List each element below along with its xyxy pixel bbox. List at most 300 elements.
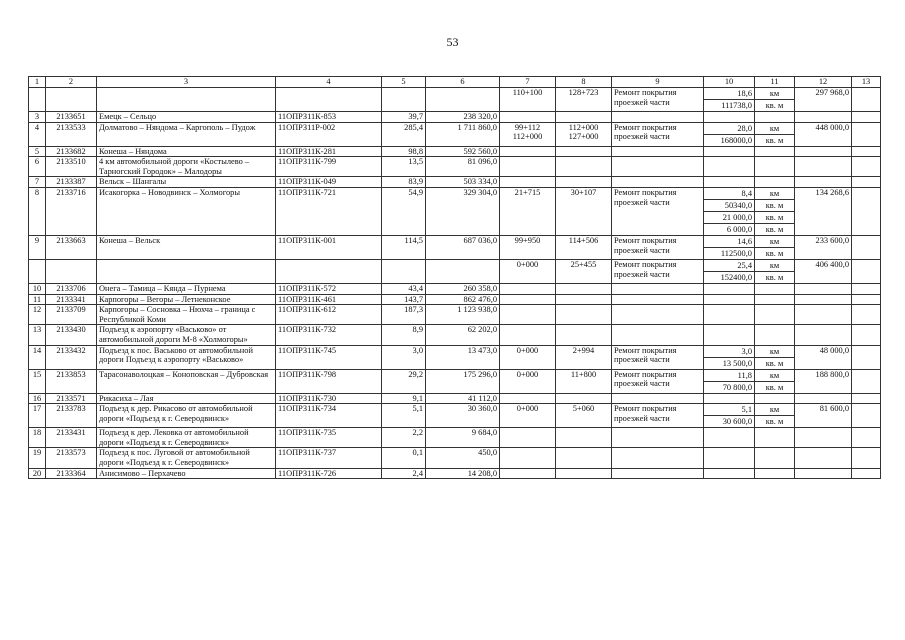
work-type xyxy=(612,283,704,294)
km-to xyxy=(556,122,612,146)
volume-value: 25,4 xyxy=(737,260,752,270)
unit-value: кв. м xyxy=(755,415,794,427)
km-from xyxy=(500,157,556,177)
km-to-value: 127+000 xyxy=(568,132,599,142)
road-name: Вельск – Шангалы xyxy=(97,177,276,188)
column-header: 1 xyxy=(29,77,46,88)
unit-value: км xyxy=(769,123,780,133)
unit-value: кв. м xyxy=(755,247,794,259)
repair-cost xyxy=(795,177,852,188)
table-row xyxy=(29,428,881,448)
km-from xyxy=(500,369,556,393)
row-number: 13 xyxy=(29,325,46,345)
road-code: 2133663 xyxy=(46,235,97,259)
road-length: 0,1 xyxy=(382,448,426,468)
maintenance-cost: 1 123 938,0 xyxy=(426,305,500,325)
road-name: Емецк – Сельцо xyxy=(97,112,276,123)
table-row xyxy=(29,294,881,305)
work-type xyxy=(612,428,704,448)
unit xyxy=(755,259,795,283)
unit xyxy=(755,146,795,157)
road-name: Карпогоры – Сосновка – Нюхча – граница с Республикой Коми xyxy=(97,305,276,325)
road-code xyxy=(46,259,97,283)
road-length: 114,5 xyxy=(382,235,426,259)
row-number: 11 xyxy=(29,294,46,305)
km-to xyxy=(556,468,612,479)
table-row xyxy=(29,305,881,325)
unit-value: кв. м xyxy=(755,223,794,235)
km-from-value: 21+715 xyxy=(514,187,541,197)
registration-number: 11ОПРЗ11К-001 xyxy=(276,235,382,259)
column-header: 6 xyxy=(426,77,500,88)
road-name: Онега – Тамица – Кянда – Пурнема xyxy=(97,283,276,294)
work-type xyxy=(612,325,704,345)
maintenance-cost: 175 296,0 xyxy=(426,369,500,393)
work-type: Ремонт покрытия проезжей части xyxy=(612,259,704,283)
road-name xyxy=(97,88,276,112)
work-type: Ремонт покрытия проезжей части xyxy=(612,187,704,235)
km-to-value: 114+506 xyxy=(568,235,599,245)
unit xyxy=(755,305,795,325)
repair-cost: 233 600,0 xyxy=(795,235,852,259)
volume-value: 21 000,0 xyxy=(704,211,754,223)
table-row xyxy=(29,393,881,404)
unit-value: км xyxy=(769,236,780,246)
road-name: Конеша – Няндома xyxy=(97,146,276,157)
unit-value: кв. м xyxy=(755,271,794,283)
registration-number: 11ОПРЗ11К-745 xyxy=(276,345,382,369)
maintenance-cost: 62 202,0 xyxy=(426,325,500,345)
road-length: 29,2 xyxy=(382,369,426,393)
work-type: Ремонт покрытия проезжей части xyxy=(612,369,704,393)
volume-value: 112500,0 xyxy=(704,247,754,259)
road-name: Подъезд к дер. Лековка от автомобильной дороги «Подъезд к г. Северодвинск» xyxy=(97,428,276,448)
registration-number: 11ОПРЗ11К-461 xyxy=(276,294,382,305)
unit xyxy=(755,283,795,294)
road-length: 2,4 xyxy=(382,468,426,479)
volume xyxy=(704,88,755,112)
volume-value: 152400,0 xyxy=(704,271,754,283)
roads-table xyxy=(28,76,881,479)
maintenance-cost: 81 096,0 xyxy=(426,157,500,177)
road-length: 43,4 xyxy=(382,283,426,294)
road-name: Подъезд к пос. Луговой от автомобильной дороги «Подъезд к г. Северодвинск» xyxy=(97,448,276,468)
road-length: 2,2 xyxy=(382,428,426,448)
road-code: 2133430 xyxy=(46,325,97,345)
row-number: 18 xyxy=(29,428,46,448)
unit-value: кв. м xyxy=(755,99,794,111)
notes-cell xyxy=(852,448,881,468)
table-row xyxy=(29,404,881,428)
maintenance-cost: 687 036,0 xyxy=(426,235,500,259)
registration-number: 11ОПРЗ11К-732 xyxy=(276,325,382,345)
table-row xyxy=(29,157,881,177)
unit-value: кв. м xyxy=(755,199,794,211)
table-row xyxy=(29,325,881,345)
unit-value: кв. м xyxy=(755,381,794,393)
table-row xyxy=(29,146,881,157)
maintenance-cost: 30 360,0 xyxy=(426,404,500,428)
unit-value: км xyxy=(769,370,780,380)
road-name: 4 км автомобильной дороги «Костылево – Тарногский Городок» – Малодоры xyxy=(97,157,276,177)
row-number xyxy=(29,88,46,112)
road-length: 39,7 xyxy=(382,112,426,123)
registration-number: 11ОПРЗ11К-049 xyxy=(276,177,382,188)
notes-cell xyxy=(852,187,881,235)
road-length: 83,9 xyxy=(382,177,426,188)
km-to-value: 2+994 xyxy=(572,345,595,355)
unit-value: км xyxy=(769,405,780,415)
km-from-value: 99+950 xyxy=(514,235,541,245)
page-number: 53 xyxy=(446,35,459,49)
km-to-value: 112+000 xyxy=(568,122,599,132)
maintenance-cost: 9 684,0 xyxy=(426,428,500,448)
repair-cost: 448 000,0 xyxy=(795,122,852,146)
volume-value: 30 600,0 xyxy=(704,415,754,427)
work-type xyxy=(612,177,704,188)
volume xyxy=(704,294,755,305)
km-to xyxy=(556,345,612,369)
volume-value: 14,6 xyxy=(737,236,752,246)
unit-value: кв. м xyxy=(755,134,794,146)
work-type: Ремонт покрытия проезжей части xyxy=(612,404,704,428)
road-code: 2133510 xyxy=(46,157,97,177)
repair-cost xyxy=(795,283,852,294)
km-from xyxy=(500,294,556,305)
unit xyxy=(755,177,795,188)
column-header: 7 xyxy=(500,77,556,88)
km-to xyxy=(556,294,612,305)
notes-cell xyxy=(852,404,881,428)
maintenance-cost: 1 711 860,0 xyxy=(426,122,500,146)
registration-number: 11ОПРЗ11К-735 xyxy=(276,428,382,448)
road-code: 2133706 xyxy=(46,283,97,294)
registration-number: 11ОПРЗ11К-726 xyxy=(276,468,382,479)
row-number: 4 xyxy=(29,122,46,146)
volume xyxy=(704,448,755,468)
repair-cost: 297 968,0 xyxy=(795,88,852,112)
table-row xyxy=(29,112,881,123)
registration-number xyxy=(276,88,382,112)
maintenance-cost: 503 334,0 xyxy=(426,177,500,188)
road-length: 285,4 xyxy=(382,122,426,146)
unit xyxy=(755,122,795,146)
row-number: 9 xyxy=(29,235,46,259)
notes-cell xyxy=(852,177,881,188)
registration-number: 11ОПРЗ11К-737 xyxy=(276,448,382,468)
volume-value: 6 000,0 xyxy=(704,223,754,235)
road-code: 2133341 xyxy=(46,294,97,305)
notes-cell xyxy=(852,146,881,157)
km-to xyxy=(556,88,612,112)
row-number: 8 xyxy=(29,187,46,235)
unit-value: кв. м xyxy=(755,211,794,223)
volume xyxy=(704,345,755,369)
km-from-value: 0+000 xyxy=(516,345,539,355)
row-number: 7 xyxy=(29,177,46,188)
road-name: Конеша – Вельск xyxy=(97,235,276,259)
repair-cost xyxy=(795,146,852,157)
notes-cell xyxy=(852,112,881,123)
km-from xyxy=(500,259,556,283)
registration-number: 11ОПРЗ11К-799 xyxy=(276,157,382,177)
notes-cell xyxy=(852,294,881,305)
maintenance-cost: 329 304,0 xyxy=(426,187,500,235)
table-row xyxy=(29,259,881,283)
km-to xyxy=(556,283,612,294)
km-from xyxy=(500,393,556,404)
km-to-value: 25+455 xyxy=(570,259,597,269)
work-type xyxy=(612,448,704,468)
row-number: 6 xyxy=(29,157,46,177)
table-row xyxy=(29,369,881,393)
road-name: Подъезд к пос. Васьково от автомобильной дороги Подъезд к аэропорту «Васьково» xyxy=(97,345,276,369)
km-to xyxy=(556,157,612,177)
unit xyxy=(755,157,795,177)
road-length: 54,9 xyxy=(382,187,426,235)
km-to xyxy=(556,146,612,157)
km-to xyxy=(556,305,612,325)
km-to-value: 11+800 xyxy=(570,369,597,379)
maintenance-cost: 41 112,0 xyxy=(426,393,500,404)
volume-value: 11,8 xyxy=(737,370,752,380)
road-code: 2133651 xyxy=(46,112,97,123)
volume-value: 13 500,0 xyxy=(704,357,754,369)
volume xyxy=(704,468,755,479)
work-type: Ремонт покрытия проезжей части xyxy=(612,235,704,259)
row-number: 10 xyxy=(29,283,46,294)
unit-value: км xyxy=(769,260,780,270)
repair-cost xyxy=(795,325,852,345)
road-name: Подъезд к аэропорту «Васьково» от автомобильной дороги М-8 «Холмогоры» xyxy=(97,325,276,345)
km-from xyxy=(500,122,556,146)
volume-value: 28,0 xyxy=(737,123,752,133)
unit xyxy=(755,325,795,345)
maintenance-cost: 862 476,0 xyxy=(426,294,500,305)
km-to xyxy=(556,428,612,448)
volume xyxy=(704,305,755,325)
road-code: 2133853 xyxy=(46,369,97,393)
road-code: 2133573 xyxy=(46,448,97,468)
table-row xyxy=(29,177,881,188)
column-header: 11 xyxy=(755,77,795,88)
volume xyxy=(704,187,755,235)
volume-value: 3,0 xyxy=(741,346,752,356)
km-from xyxy=(500,146,556,157)
notes-cell xyxy=(852,88,881,112)
notes-cell xyxy=(852,345,881,369)
unit-value: кв. м xyxy=(755,357,794,369)
table-row xyxy=(29,448,881,468)
row-number: 20 xyxy=(29,468,46,479)
notes-cell xyxy=(852,259,881,283)
work-type: Ремонт покрытия проезжей части xyxy=(612,345,704,369)
km-from xyxy=(500,112,556,123)
row-number: 19 xyxy=(29,448,46,468)
work-type xyxy=(612,305,704,325)
row-number xyxy=(29,259,46,283)
repair-cost xyxy=(795,157,852,177)
table-row xyxy=(29,468,881,479)
notes-cell xyxy=(852,428,881,448)
column-header: 2 xyxy=(46,77,97,88)
unit xyxy=(755,112,795,123)
road-length: 3,0 xyxy=(382,345,426,369)
work-type xyxy=(612,468,704,479)
volume-value: 111738,0 xyxy=(704,99,754,111)
table-body xyxy=(29,88,881,479)
km-from xyxy=(500,283,556,294)
repair-cost: 81 600,0 xyxy=(795,404,852,428)
column-header: 9 xyxy=(612,77,704,88)
work-type xyxy=(612,393,704,404)
road-code: 2133709 xyxy=(46,305,97,325)
work-type: Ремонт покрытия проезжей части xyxy=(612,88,704,112)
column-header: 13 xyxy=(852,77,881,88)
km-to xyxy=(556,235,612,259)
km-to xyxy=(556,259,612,283)
unit xyxy=(755,187,795,235)
unit xyxy=(755,404,795,428)
registration-number: 11ОПРЗ11Р-002 xyxy=(276,122,382,146)
table-row xyxy=(29,187,881,235)
row-number: 3 xyxy=(29,112,46,123)
km-from xyxy=(500,404,556,428)
road-length xyxy=(382,259,426,283)
road-code: 2133533 xyxy=(46,122,97,146)
maintenance-cost: 450,0 xyxy=(426,448,500,468)
repair-cost xyxy=(795,305,852,325)
volume xyxy=(704,235,755,259)
registration-number: 11ОПРЗ11К-281 xyxy=(276,146,382,157)
volume xyxy=(704,283,755,294)
repair-cost xyxy=(795,468,852,479)
table-row xyxy=(29,122,881,146)
unit xyxy=(755,369,795,393)
row-number: 17 xyxy=(29,404,46,428)
road-length: 8,9 xyxy=(382,325,426,345)
notes-cell xyxy=(852,157,881,177)
repair-cost: 48 000,0 xyxy=(795,345,852,369)
km-to xyxy=(556,112,612,123)
repair-cost: 406 400,0 xyxy=(795,259,852,283)
maintenance-cost: 238 320,0 xyxy=(426,112,500,123)
road-code xyxy=(46,88,97,112)
unit xyxy=(755,345,795,369)
notes-cell xyxy=(852,305,881,325)
volume xyxy=(704,393,755,404)
road-code: 2133364 xyxy=(46,468,97,479)
repair-cost xyxy=(795,112,852,123)
table-row xyxy=(29,88,881,112)
unit xyxy=(755,235,795,259)
row-number: 12 xyxy=(29,305,46,325)
notes-cell xyxy=(852,369,881,393)
km-to xyxy=(556,187,612,235)
volume-value: 168000,0 xyxy=(704,134,754,146)
work-type xyxy=(612,146,704,157)
volume-value: 5,1 xyxy=(741,405,752,415)
column-header: 5 xyxy=(382,77,426,88)
km-from-value: 0+000 xyxy=(516,369,539,379)
km-to-value: 30+107 xyxy=(570,187,597,197)
km-from xyxy=(500,325,556,345)
unit xyxy=(755,88,795,112)
column-header: 4 xyxy=(276,77,382,88)
notes-cell xyxy=(852,325,881,345)
notes-cell xyxy=(852,468,881,479)
unit-value: км xyxy=(769,346,780,356)
registration-number: 11ОПРЗ11К-721 xyxy=(276,187,382,235)
repair-cost xyxy=(795,428,852,448)
registration-number xyxy=(276,259,382,283)
km-to xyxy=(556,177,612,188)
road-length: 143,7 xyxy=(382,294,426,305)
km-from xyxy=(500,468,556,479)
km-from xyxy=(500,235,556,259)
maintenance-cost: 13 473,0 xyxy=(426,345,500,369)
km-from xyxy=(500,448,556,468)
road-code: 2133387 xyxy=(46,177,97,188)
work-type xyxy=(612,112,704,123)
row-number: 5 xyxy=(29,146,46,157)
km-from xyxy=(500,345,556,369)
volume-value: 70 800,0 xyxy=(704,381,754,393)
notes-cell xyxy=(852,393,881,404)
maintenance-cost xyxy=(426,88,500,112)
km-from-value: 112+000 xyxy=(512,132,543,142)
maintenance-cost: 592 560,0 xyxy=(426,146,500,157)
km-from-value: 0+000 xyxy=(516,404,539,414)
volume xyxy=(704,122,755,146)
volume xyxy=(704,146,755,157)
road-length: 5,1 xyxy=(382,404,426,428)
km-to xyxy=(556,369,612,393)
registration-number: 11ОПРЗ11К-798 xyxy=(276,369,382,393)
km-to xyxy=(556,448,612,468)
unit-value: км xyxy=(769,89,780,98)
registration-number: 11ОПРЗ11К-853 xyxy=(276,112,382,123)
repair-cost xyxy=(795,294,852,305)
notes-cell xyxy=(852,283,881,294)
row-number: 16 xyxy=(29,393,46,404)
road-length xyxy=(382,88,426,112)
km-from xyxy=(500,177,556,188)
km-to-value: 5+060 xyxy=(572,404,595,414)
road-name: Долматово – Няндома – Каргополь – Пудож xyxy=(97,122,276,146)
volume-value: 50340,0 xyxy=(704,199,754,211)
registration-number: 11ОПРЗ11К-730 xyxy=(276,393,382,404)
registration-number: 11ОПРЗ11К-612 xyxy=(276,305,382,325)
maintenance-cost: 14 208,0 xyxy=(426,468,500,479)
road-name: Анисимово – Перхачево xyxy=(97,468,276,479)
notes-cell xyxy=(852,235,881,259)
km-from-value: 99+112 xyxy=(514,122,541,132)
road-name: Исакогорка – Новодвинск – Холмогоры xyxy=(97,187,276,235)
repair-cost: 134 268,6 xyxy=(795,187,852,235)
road-code: 2133431 xyxy=(46,428,97,448)
km-from-value: 110+100 xyxy=(512,88,543,97)
volume xyxy=(704,177,755,188)
registration-number: 11ОПРЗ11К-572 xyxy=(276,283,382,294)
unit xyxy=(755,393,795,404)
km-from xyxy=(500,428,556,448)
table-row xyxy=(29,235,881,259)
volume-value: 18,6 xyxy=(737,89,752,98)
volume xyxy=(704,369,755,393)
work-type xyxy=(612,157,704,177)
volume xyxy=(704,157,755,177)
